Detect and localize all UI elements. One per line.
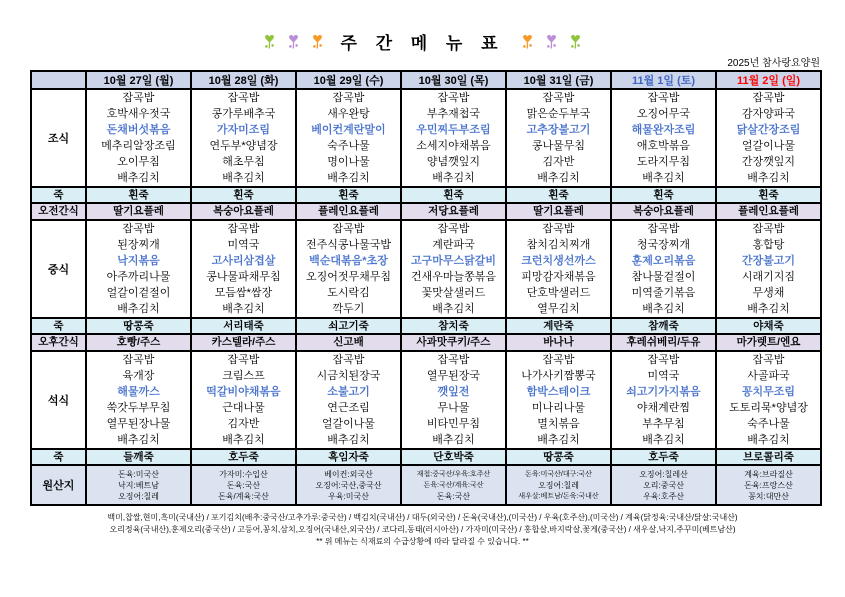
menu-item: 숙주나물 bbox=[747, 418, 790, 430]
origin-item: 돈육:국산 bbox=[436, 491, 471, 501]
flower-icon bbox=[544, 33, 559, 50]
flower-icon bbox=[568, 33, 583, 50]
menu-item: 홍합탕 bbox=[752, 239, 785, 251]
meal-cell bbox=[506, 89, 611, 187]
origin-item: 돈육:국산 bbox=[226, 480, 261, 490]
menu-item: 부추무침 bbox=[642, 418, 685, 430]
snack-cell: 플레인요플레 bbox=[296, 203, 401, 220]
menu-item: 배추김치 bbox=[642, 434, 685, 446]
origin-cell bbox=[611, 465, 716, 505]
menu-item: 전주식콩나물국밥 bbox=[305, 239, 391, 251]
menu-item-main: 베이컨계란말이 bbox=[311, 124, 386, 136]
menu-item: 미역국 bbox=[227, 239, 260, 251]
menu-item: 호박새우젓국 bbox=[106, 108, 171, 120]
row-label-meal: 석식 bbox=[31, 351, 86, 449]
snack-cell: 바나나 bbox=[506, 334, 611, 351]
title-row bbox=[0, 0, 845, 52]
day-header: 10월 29일 (수) bbox=[296, 71, 401, 89]
meal-cell bbox=[716, 351, 821, 449]
porridge-cell: 야채죽 bbox=[716, 318, 821, 334]
origin-item: 돈육:프랑스산 bbox=[744, 480, 793, 490]
menu-item: 잡곡밥 bbox=[437, 92, 470, 104]
origin-item: 우육:미국산 bbox=[328, 491, 369, 501]
footnote-line: ** 위 메뉴는 식재료의 수급상황에 따라 달라질 수 있습니다. ** bbox=[316, 537, 529, 546]
meal-cell bbox=[611, 89, 716, 187]
menu-item: 배추김치 bbox=[222, 172, 265, 184]
menu-item: 배추김치 bbox=[537, 434, 580, 446]
menu-item: 소세지야채볶음 bbox=[416, 140, 491, 152]
porridge-cell: 브로콜리죽 bbox=[716, 449, 821, 465]
menu-item: 배추김치 bbox=[747, 303, 790, 315]
origin-item: 돈육:미국산 bbox=[118, 469, 159, 479]
menu-item: 맑은순두부국 bbox=[526, 108, 591, 120]
porridge-cell: 땅콩죽 bbox=[506, 449, 611, 465]
menu-item: 배추김치 bbox=[117, 303, 160, 315]
menu-item: 도토리묵*양념장 bbox=[729, 402, 808, 414]
menu-item: 무나물 bbox=[437, 402, 470, 414]
flower-icon bbox=[520, 33, 535, 50]
porridge-cell: 흰죽 bbox=[401, 187, 506, 203]
menu-item: 비타민무침 bbox=[426, 418, 481, 430]
menu-item-main: 가자미조림 bbox=[216, 124, 271, 136]
menu-item: 나가사키짬뽕국 bbox=[521, 370, 596, 382]
menu-item: 오이무침 bbox=[117, 156, 160, 168]
menu-item: 도시락김 bbox=[327, 287, 370, 299]
menu-item: 얼갈이나물 bbox=[321, 418, 376, 430]
origin-item: 돈육:미국산/대구:국산 bbox=[525, 470, 592, 478]
menu-item: 미역국 bbox=[647, 370, 680, 382]
menu-item: 된장찌개 bbox=[117, 239, 160, 251]
menu-item: 잡곡밥 bbox=[437, 223, 470, 235]
porridge-cell: 단호박죽 bbox=[401, 449, 506, 465]
snack-cell: 딸기요플레 bbox=[86, 203, 191, 220]
menu-item-main: 함박스테이크 bbox=[526, 386, 591, 398]
menu-item: 크림스프 bbox=[222, 370, 265, 382]
meal-cell bbox=[86, 220, 191, 318]
menu-item: 배추김치 bbox=[432, 172, 475, 184]
menu-item: 잡곡밥 bbox=[752, 92, 785, 104]
porridge-cell: 호두죽 bbox=[191, 449, 296, 465]
weekly-menu-table bbox=[30, 70, 822, 506]
meal-cell bbox=[296, 351, 401, 449]
origin-item: 계육:브라질산 bbox=[744, 469, 793, 479]
menu-item-main: 돈채버섯볶음 bbox=[106, 124, 171, 136]
meal-cell bbox=[191, 89, 296, 187]
menu-item: 아주까리나물 bbox=[106, 271, 171, 283]
porridge-cell: 서리태죽 bbox=[191, 318, 296, 334]
menu-item: 모듬쌈*쌈장 bbox=[214, 287, 273, 299]
menu-item: 메추리알장조림 bbox=[101, 140, 176, 152]
row-label-meal: 중식 bbox=[31, 220, 86, 318]
menu-item: 잡곡밥 bbox=[542, 223, 575, 235]
menu-item: 잡곡밥 bbox=[227, 223, 260, 235]
snack-cell: 신고배 bbox=[296, 334, 401, 351]
menu-item: 참나물겉절이 bbox=[631, 271, 696, 283]
menu-item: 꽃맛살샐러드 bbox=[421, 287, 486, 299]
day-header: 10월 30일 (목) bbox=[401, 71, 506, 89]
meal-cell bbox=[86, 351, 191, 449]
origin-item: 오징어:칠레 bbox=[118, 491, 159, 501]
origin-item: 오징어:칠레산 bbox=[639, 469, 688, 479]
menu-item: 배추김치 bbox=[222, 303, 265, 315]
menu-item: 애호박볶음 bbox=[636, 140, 691, 152]
menu-item: 배추김치 bbox=[642, 172, 685, 184]
flower-icon bbox=[286, 33, 301, 50]
menu-item: 미역줄기볶음 bbox=[631, 287, 696, 299]
porridge-cell: 흰죽 bbox=[191, 187, 296, 203]
porridge-cell: 땅콩죽 bbox=[86, 318, 191, 334]
menu-item-main: 우민찌두부조림 bbox=[416, 124, 491, 136]
meal-cell bbox=[401, 220, 506, 318]
menu-item: 간장깻잎지 bbox=[741, 156, 796, 168]
day-header: 11월 2일 (일) bbox=[716, 71, 821, 89]
menu-item: 배추김치 bbox=[327, 172, 370, 184]
meal-cell bbox=[716, 220, 821, 318]
menu-item-main: 훈제오리볶음 bbox=[631, 255, 696, 267]
porridge-cell: 흰죽 bbox=[611, 187, 716, 203]
menu-item: 근대나물 bbox=[222, 402, 265, 414]
menu-item: 배추김치 bbox=[327, 434, 370, 446]
meal-cell bbox=[401, 351, 506, 449]
snack-cell: 사과맛쿠키/주스 bbox=[401, 334, 506, 351]
menu-item-main: 간장불고기 bbox=[741, 255, 796, 267]
porridge-cell: 호두죽 bbox=[611, 449, 716, 465]
menu-item: 잡곡밥 bbox=[332, 354, 365, 366]
menu-item: 잡곡밥 bbox=[332, 92, 365, 104]
origin-item: 베이컨:외국산 bbox=[324, 469, 373, 479]
origin-cell bbox=[86, 465, 191, 505]
menu-item: 감자양파국 bbox=[741, 108, 796, 120]
menu-item: 콩나물파채무침 bbox=[206, 271, 281, 283]
menu-item-main: 쇠고기가지볶음 bbox=[626, 386, 701, 398]
origin-item: 새우살:베트남/돈육:국내산 bbox=[518, 492, 599, 500]
row-label-snack: 오전간식 bbox=[31, 203, 86, 220]
menu-item: 오징어젓무채무침 bbox=[305, 271, 391, 283]
facility-year-label: 2025년 참사랑요양원 bbox=[727, 58, 820, 69]
menu-item: 새우완탕 bbox=[327, 108, 370, 120]
snack-cell: 후레쉬베리/두유 bbox=[611, 334, 716, 351]
row-label-origin: 원산지 bbox=[31, 465, 86, 505]
row-label-porridge: 죽 bbox=[31, 318, 86, 334]
menu-item: 잡곡밥 bbox=[122, 354, 155, 366]
menu-item: 해초무침 bbox=[222, 156, 265, 168]
menu-item: 얼갈이나물 bbox=[741, 140, 796, 152]
menu-item: 잡곡밥 bbox=[122, 92, 155, 104]
origin-cell bbox=[716, 465, 821, 505]
menu-item-main: 낙지볶음 bbox=[117, 255, 160, 267]
origin-cell bbox=[506, 465, 611, 505]
origin-cell bbox=[401, 465, 506, 505]
day-header: 10월 31일 (금) bbox=[506, 71, 611, 89]
menu-item: 잡곡밥 bbox=[542, 354, 575, 366]
porridge-cell: 흑임자죽 bbox=[296, 449, 401, 465]
menu-item: 배추김치 bbox=[537, 172, 580, 184]
menu-item: 잡곡밥 bbox=[227, 92, 260, 104]
menu-item: 명이나물 bbox=[327, 156, 370, 168]
meal-cell bbox=[716, 89, 821, 187]
menu-item: 배추김치 bbox=[642, 303, 685, 315]
meal-cell bbox=[506, 351, 611, 449]
menu-item: 배추김치 bbox=[117, 172, 160, 184]
porridge-cell: 흰죽 bbox=[506, 187, 611, 203]
menu-item: 배추김치 bbox=[747, 172, 790, 184]
origin-item: 가자미:수입산 bbox=[219, 469, 268, 479]
menu-item-main: 해물완자조림 bbox=[631, 124, 696, 136]
menu-item: 얼갈이겉절이 bbox=[106, 287, 171, 299]
menu-item-main: 백순대볶음*초장 bbox=[309, 255, 388, 267]
menu-item: 열무된장국 bbox=[426, 370, 481, 382]
meal-cell bbox=[296, 89, 401, 187]
day-header: 10월 27일 (월) bbox=[86, 71, 191, 89]
menu-item-main: 꽁치무조림 bbox=[741, 386, 796, 398]
menu-item: 잡곡밥 bbox=[647, 354, 680, 366]
menu-item-main: 고추장불고기 bbox=[526, 124, 591, 136]
menu-item-main: 떡갈비야채볶음 bbox=[206, 386, 281, 398]
menu-item: 잡곡밥 bbox=[542, 92, 575, 104]
menu-item: 사골파국 bbox=[747, 370, 790, 382]
menu-item: 부추재첩국 bbox=[426, 108, 481, 120]
menu-item: 시금치된장국 bbox=[316, 370, 381, 382]
menu-item: 배추김치 bbox=[222, 434, 265, 446]
menu-item: 잡곡밥 bbox=[122, 223, 155, 235]
origin-item: 꽁치:대만산 bbox=[748, 491, 789, 501]
menu-item: 콩가루배추국 bbox=[211, 108, 276, 120]
origin-item: 재첩:중국산/우육:호주산 bbox=[416, 470, 491, 478]
menu-item: 김자반 bbox=[227, 418, 260, 430]
menu-item: 시래기지짐 bbox=[741, 271, 796, 283]
origin-item: 낙지:베트남 bbox=[118, 480, 159, 490]
porridge-cell: 들깨죽 bbox=[86, 449, 191, 465]
snack-cell: 마가렛트/엔요 bbox=[716, 334, 821, 351]
origin-item: 오리:중국산 bbox=[643, 480, 684, 490]
menu-item: 숙주나물 bbox=[327, 140, 370, 152]
menu-item: 열무된장나물 bbox=[106, 418, 171, 430]
meal-cell bbox=[401, 89, 506, 187]
menu-item: 잡곡밥 bbox=[647, 92, 680, 104]
porridge-cell: 흰죽 bbox=[86, 187, 191, 203]
origin-cell bbox=[191, 465, 296, 505]
footnote-line: 오리정육(국내산),훈제오리(중국산) / 고등어,꽁치,삼치,오징어(국내산,외국산) / 코다리,동태(러시아산) / 가자미(미국산) / 홍합살,바지락살,꽃게(중국산) / 새우살,낙지,주꾸미(베트남산) bbox=[109, 525, 736, 534]
menu-item: 피망감자채볶음 bbox=[521, 271, 596, 283]
menu-item: 무생채 bbox=[752, 287, 785, 299]
menu-item: 도라지무침 bbox=[636, 156, 691, 168]
menu-item: 멸치볶음 bbox=[537, 418, 580, 430]
origin-item: 오징어:칠레 bbox=[538, 480, 579, 490]
porridge-cell: 계란죽 bbox=[506, 318, 611, 334]
origin-item: 돈육:국산/계육:국산 bbox=[423, 481, 484, 489]
meal-cell bbox=[191, 220, 296, 318]
porridge-cell: 흰죽 bbox=[296, 187, 401, 203]
day-header: 10월 28일 (화) bbox=[191, 71, 296, 89]
row-label-porridge: 죽 bbox=[31, 449, 86, 465]
menu-item: 잡곡밥 bbox=[647, 223, 680, 235]
menu-item-main: 고구마무스닭갈비 bbox=[410, 255, 496, 267]
origin-cell bbox=[296, 465, 401, 505]
snack-cell: 카스텔라/주스 bbox=[191, 334, 296, 351]
menu-item: 잡곡밥 bbox=[752, 223, 785, 235]
menu-item: 배추김치 bbox=[432, 303, 475, 315]
meal-cell bbox=[506, 220, 611, 318]
origin-item: 돈육/계육:국산 bbox=[218, 491, 269, 501]
menu-item: 쑥갓두부무침 bbox=[106, 402, 171, 414]
snack-cell: 저당요플레 bbox=[401, 203, 506, 220]
porridge-cell: 참깨죽 bbox=[611, 318, 716, 334]
porridge-cell: 흰죽 bbox=[716, 187, 821, 203]
menu-item: 깍두기 bbox=[332, 303, 365, 315]
meal-cell bbox=[611, 351, 716, 449]
corner-cell bbox=[31, 71, 86, 89]
snack-cell: 복숭아요플레 bbox=[191, 203, 296, 220]
day-header: 11월 1일 (토) bbox=[611, 71, 716, 89]
snack-cell: 복숭아요플레 bbox=[611, 203, 716, 220]
footnote-line: 백미,찹쌀,현미,흑미(국내산) / 포기김치(배추:중국산/고추가루:중국산) / 백김치(국내산) / 대두(외국산) / 돈육(국내산),(미국산) / 우육(호주산),(미국산) / 계육(닭정육:국내산/닭살:국내산) bbox=[107, 513, 738, 522]
menu-item-main: 크런치생선까스 bbox=[521, 255, 596, 267]
menu-item: 단호박샐러드 bbox=[526, 287, 591, 299]
menu-item: 오징어무국 bbox=[636, 108, 691, 120]
menu-item: 계란파국 bbox=[432, 239, 475, 251]
menu-item: 잡곡밥 bbox=[332, 223, 365, 235]
meal-cell bbox=[296, 220, 401, 318]
flower-icon bbox=[310, 33, 325, 50]
meal-cell bbox=[611, 220, 716, 318]
menu-item: 잡곡밥 bbox=[227, 354, 260, 366]
flower-icon bbox=[262, 33, 277, 50]
origin-item: 오징어:국산,중국산 bbox=[315, 480, 382, 490]
menu-item: 양념깻잎지 bbox=[426, 156, 481, 168]
menu-item: 콩나물무침 bbox=[531, 140, 586, 152]
porridge-cell: 쇠고기죽 bbox=[296, 318, 401, 334]
origin-footnote bbox=[0, 512, 845, 548]
menu-item-main: 깻잎전 bbox=[437, 386, 470, 398]
menu-item: 참치김치찌개 bbox=[526, 239, 591, 251]
row-label-meal: 조식 bbox=[31, 89, 86, 187]
origin-item: 우육:호주산 bbox=[643, 491, 684, 501]
snack-cell: 플레인요플레 bbox=[716, 203, 821, 220]
menu-item-main: 고사리삼겹살 bbox=[211, 255, 276, 267]
menu-item: 연근조림 bbox=[327, 402, 370, 414]
menu-item-main: 해물까스 bbox=[117, 386, 160, 398]
menu-item: 배추김치 bbox=[117, 434, 160, 446]
menu-item: 잡곡밥 bbox=[437, 354, 470, 366]
page-title: 주 간 메 뉴 표 bbox=[340, 33, 505, 53]
menu-item: 청국장찌개 bbox=[636, 239, 691, 251]
menu-item: 배추김치 bbox=[432, 434, 475, 446]
porridge-cell: 참치죽 bbox=[401, 318, 506, 334]
snack-cell: 딸기요플레 bbox=[506, 203, 611, 220]
menu-item: 연두부*양념장 bbox=[209, 140, 278, 152]
snack-cell: 호빵/주스 bbox=[86, 334, 191, 351]
menu-item: 열무김치 bbox=[537, 303, 580, 315]
meal-cell bbox=[86, 89, 191, 187]
menu-item: 잡곡밥 bbox=[752, 354, 785, 366]
row-label-snack: 오후간식 bbox=[31, 334, 86, 351]
menu-item: 미나리나물 bbox=[531, 402, 586, 414]
menu-item: 건새우마늘쫑볶음 bbox=[410, 271, 496, 283]
menu-item-main: 소불고기 bbox=[327, 386, 370, 398]
menu-item: 김자반 bbox=[542, 156, 575, 168]
menu-item: 배추김치 bbox=[747, 434, 790, 446]
menu-item: 야채계란찜 bbox=[636, 402, 691, 414]
menu-item: 육개장 bbox=[122, 370, 155, 382]
row-label-porridge: 죽 bbox=[31, 187, 86, 203]
meal-cell bbox=[191, 351, 296, 449]
menu-item-main: 닭살간장조림 bbox=[736, 124, 801, 136]
